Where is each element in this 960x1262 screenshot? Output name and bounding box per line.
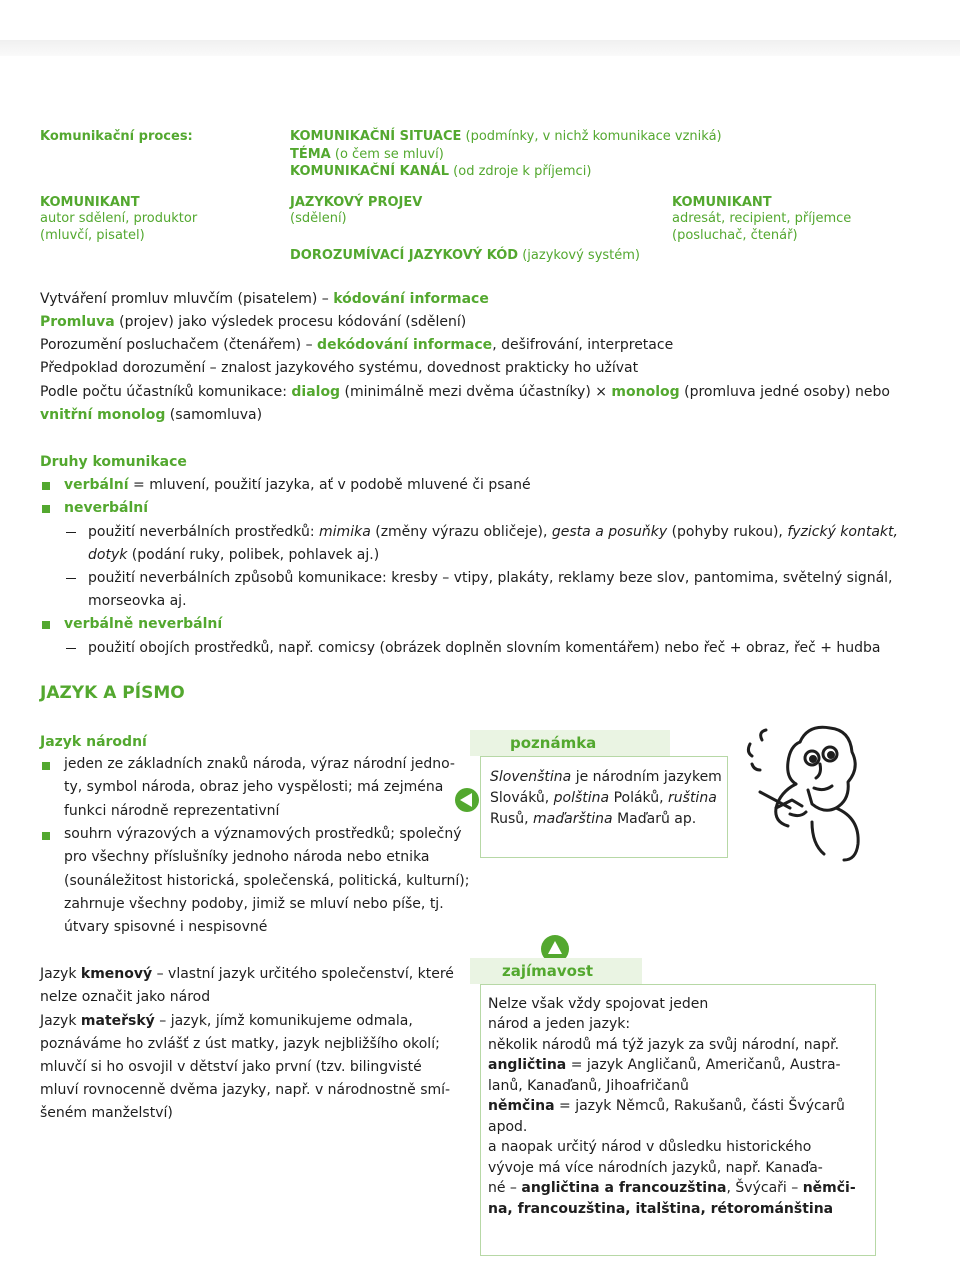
- tema-desc: (o čem se mluví): [334, 147, 444, 162]
- km-text: – vlastní jazyk určitého společenství, které: [152, 966, 454, 982]
- def-term: dialog: [291, 384, 341, 400]
- bullet-square-icon: [42, 621, 50, 629]
- zaj-term: němčina: [488, 1098, 555, 1114]
- zaj-text: = jazyk Němců, Rakušanů, části Švýcarů: [554, 1098, 845, 1114]
- verbal-term: verbální: [64, 477, 129, 493]
- def-line-6: [40, 404, 262, 427]
- materisky-line-3: mluvčí si ho osvojil v dětství jako první (tzv. bilingvisté: [40, 1059, 422, 1075]
- nonverbal-term: neverbální: [64, 500, 149, 516]
- mt-term: mateřský: [80, 1013, 155, 1029]
- arrow-left-icon: [455, 788, 479, 812]
- pozn-text: Maďarů ap.: [612, 811, 697, 827]
- pozn-term: ruština: [668, 790, 717, 806]
- pozn-text: Poláků,: [609, 790, 669, 806]
- materisky-line-4: mluví rovnocenně dvěma jazyky, např. v národnostně smí-: [40, 1082, 451, 1098]
- def-text: , dešifrování, interpretace: [492, 337, 674, 353]
- narodni-title: Jazyk národní: [40, 734, 147, 750]
- poznamka-line-3: [490, 809, 696, 830]
- def-text: Vytváření promluv mluvčím (pisatelem) –: [40, 291, 334, 307]
- km-term: kmenový: [80, 966, 153, 982]
- poznamka-line-1: [490, 767, 722, 788]
- poznamka-tab: poznámka: [470, 730, 670, 756]
- zaj-line-2: národ a jeden jazyk:: [488, 1016, 631, 1032]
- receiver-line1: adresát, recipient, příjemce: [672, 211, 852, 226]
- narodni-b2-l1: souhrn výrazových a významových prostředků; společný: [64, 826, 462, 842]
- zaj-line-8: a naopak určitý národ v důsledku historického: [488, 1139, 812, 1155]
- thinking-man-illustration-icon: [740, 722, 890, 862]
- nv-term: mimika: [319, 524, 371, 540]
- zaj-term: němči-: [802, 1180, 856, 1196]
- nv-term: dotyk: [88, 547, 128, 563]
- zaj-line-6: [488, 1096, 845, 1117]
- druhy-title: Druhy komunikace: [40, 454, 187, 470]
- nv-text: použití neverbálních prostředků:: [88, 524, 320, 540]
- narodni-b1-l1: jeden ze základních znaků národa, výraz národní jedno-: [64, 756, 455, 772]
- nv-text: (pohyby rukou),: [667, 524, 788, 540]
- pozn-text: Slováků,: [490, 790, 554, 806]
- materisky-line-2: poznáváme ho zvlášť z úst matky, jazyk nejbližšího okolí;: [40, 1036, 440, 1052]
- def-line-3: [40, 334, 673, 357]
- zaj-line-11: na, francouzština, italština, rétorománština: [488, 1201, 834, 1217]
- narodni-b1-l3: funkci národně reprezentativní: [64, 803, 280, 819]
- poznamka-line-2: [490, 788, 717, 809]
- zaj-line-9: vývoje má více národních jazyků, např. Kanaďa-: [488, 1160, 823, 1176]
- pozn-term: maďarština: [533, 811, 613, 827]
- zaj-text: , Švýcaři –: [726, 1180, 803, 1196]
- situace-line: [290, 128, 722, 146]
- def-term: Promluva: [40, 314, 115, 330]
- zaj-line-5: lanů, Kanaďanů, Jihoafričanů: [488, 1078, 689, 1094]
- bullet-square-icon: [42, 482, 50, 490]
- projev-line: (sdělení): [290, 211, 347, 226]
- pozn-term: polština: [553, 790, 610, 806]
- zajimavost-tab: zajímavost: [470, 958, 642, 984]
- materisky-line-1: [40, 1010, 413, 1033]
- nv-line-2: [88, 544, 379, 567]
- dash-bullet: [66, 532, 76, 533]
- def-line-2: [40, 311, 466, 334]
- def-term: monolog: [611, 384, 680, 400]
- bullet-square-icon: [42, 505, 50, 513]
- kod-desc: (jazykový systém): [522, 248, 640, 263]
- materisky-line-5: šeném manželství): [40, 1105, 173, 1121]
- pozn-text: je národním jazykem: [571, 769, 722, 785]
- zaj-text: = jazyk Angličanů, Američanů, Austra-: [566, 1057, 841, 1073]
- kanal-line: [290, 163, 591, 181]
- receiver-title: KOMUNIKANT: [672, 195, 772, 210]
- nv-line-1: [88, 521, 898, 544]
- verbal-desc: = mluvení, použití jazyka, ať v podobě mluvené či psané: [128, 477, 531, 493]
- projev-title: JAZYKOVÝ PROJEV: [290, 195, 423, 210]
- zaj-line-7: apod.: [488, 1119, 528, 1135]
- narodni-b2-l5: útvary spisovné i nespisovné: [64, 919, 268, 935]
- sender-line2: (mluvčí, pisatel): [40, 228, 145, 243]
- tema-line: [290, 146, 444, 164]
- kanal-desc: (od zdroje k příjemci): [453, 164, 592, 179]
- def-line-1: [40, 288, 489, 311]
- def-text: (projev) jako výsledek procesu kódování (sdělení): [114, 314, 467, 330]
- def-term: dekódování informace: [317, 337, 493, 353]
- mt-text: – jazyk, jímž komunikujeme odmala,: [154, 1013, 413, 1029]
- kmenovy-line-2: nelze označit jako národ: [40, 989, 211, 1005]
- zaj-term: angličtina: [488, 1057, 567, 1073]
- nv-text: (změny výrazu obličeje),: [370, 524, 552, 540]
- nv-term: fyzický kontakt,: [787, 524, 898, 540]
- narodni-b2-l2: pro všechny příslušníky jednoho národa nebo etnika: [64, 849, 430, 865]
- bullet-square-icon: [42, 762, 50, 770]
- verbal-line: [64, 474, 531, 497]
- receiver-line2: (posluchač, čtenář): [672, 228, 798, 243]
- situace-term: KOMUNIKAČNÍ SITUACE: [290, 129, 462, 144]
- vn-line-1: použití obojích prostředků, např. comicsy (obrázek doplněn slovním komentářem) nebo řeč + obraz, řeč + hudba: [88, 640, 881, 656]
- nv-line-4: morseovka aj.: [88, 593, 187, 609]
- def-line-5: [40, 381, 890, 404]
- kmenovy-line-1: [40, 963, 454, 986]
- zaj-line-1: Nelze však vždy spojovat jeden: [488, 996, 709, 1012]
- kod-term: DOROZUMÍVACÍ JAZYKOVÝ KÓD: [290, 248, 519, 263]
- narodni-b1-l2: ty, symbol národa, obraz jeho vyspělosti; má zejména: [64, 779, 444, 795]
- pozn-text: Rusů,: [490, 811, 534, 827]
- km-text: Jazyk: [40, 966, 81, 982]
- def-text: Porozumění posluchačem (čtenářem) –: [40, 337, 318, 353]
- nv-text: (podání ruky, polibek, pohlavek aj.): [127, 547, 380, 563]
- sender-title: KOMUNIKANT: [40, 195, 140, 210]
- zaj-line-3: několik národů má týž jazyk za svůj národní, např.: [488, 1037, 840, 1053]
- nv-term: gesta a posuňky: [551, 524, 668, 540]
- dash-bullet: [66, 648, 76, 649]
- def-text: (promluva jedné osoby) nebo: [679, 384, 890, 400]
- vn-term: verbálně neverbální: [64, 616, 223, 632]
- sender-line1: autor sdělení, produktor: [40, 211, 198, 226]
- zaj-line-10: [488, 1178, 856, 1199]
- header-band: [0, 40, 960, 56]
- def-line-4: Předpoklad dorozumění – znalost jazykového systému, dovednost prakticky ho užívat: [40, 360, 639, 376]
- mt-text: Jazyk: [40, 1013, 81, 1029]
- pozn-term: Slovenština: [490, 769, 572, 785]
- process-label: Komunikační proces:: [40, 129, 193, 144]
- section-title: JAZYK A PÍSMO: [40, 683, 185, 703]
- bullet-square-icon: [42, 832, 50, 840]
- kod-line: [290, 247, 640, 265]
- zaj-term: angličtina a francouzština: [521, 1180, 727, 1196]
- tema-term: TÉMA: [290, 147, 331, 162]
- kanal-term: KOMUNIKAČNÍ KANÁL: [290, 164, 450, 179]
- def-text: (minimálně mezi dvěma účastníky) ×: [340, 384, 612, 400]
- narodni-b2-l3: (sounáležitost historická, společenská, politická, kulturní);: [64, 873, 470, 889]
- def-text: (samomluva): [165, 407, 263, 423]
- situace-desc: (podmínky, v nichž komunikace vzniká): [465, 129, 722, 144]
- def-term: vnitřní monolog: [40, 407, 166, 423]
- narodni-b2-l4: zahrnuje všechny podoby, jimiž se mluví nebo píše, tj.: [64, 896, 444, 912]
- zaj-line-4: [488, 1055, 841, 1076]
- def-term: kódování informace: [333, 291, 489, 307]
- dash-bullet: [66, 578, 76, 579]
- def-text: Podle počtu účastníků komunikace:: [40, 384, 292, 400]
- zaj-text: né –: [488, 1180, 522, 1196]
- nv-line-3: použití neverbálních způsobů komunikace: kresby – vtipy, plakáty, reklamy beze slov, pantomima, světelný signál,: [88, 570, 893, 586]
